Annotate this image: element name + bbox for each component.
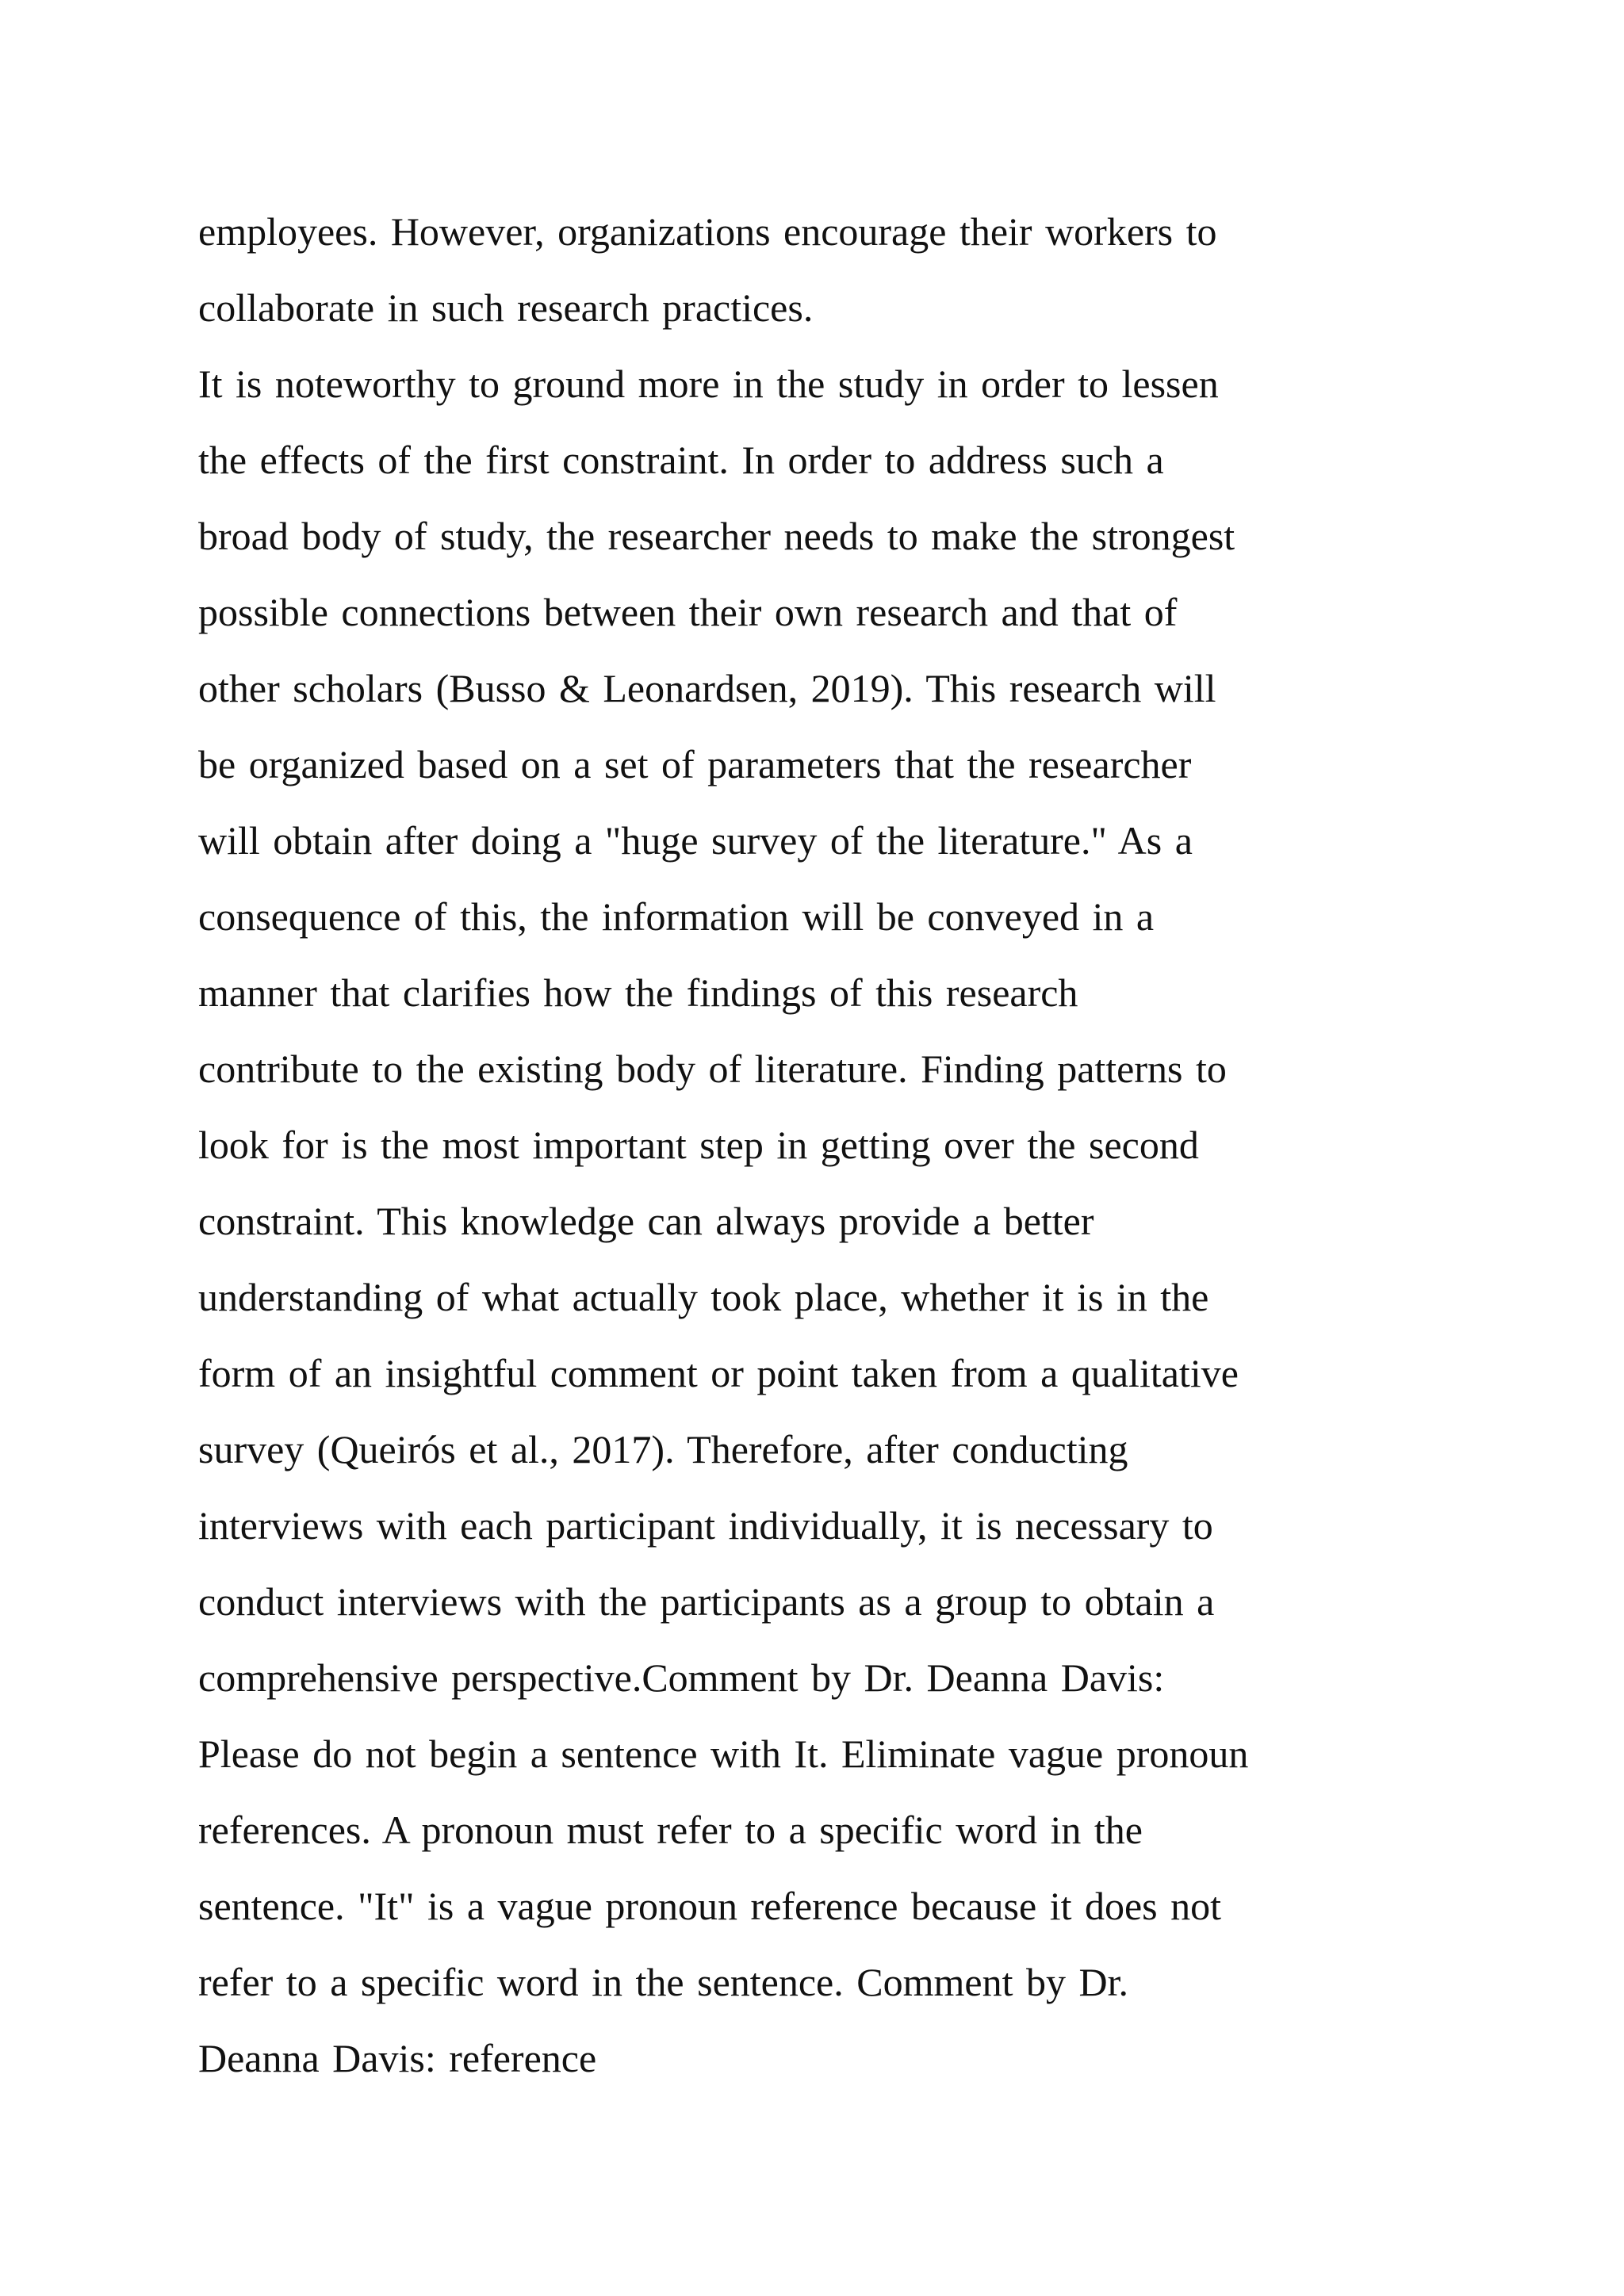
text-line-21: Please do not begin a sentence with It. Eliminate vague pronoun — [198, 1732, 1249, 1776]
text-line-3: It is noteworthy to ground more in the study in order to lessen — [198, 362, 1219, 406]
text-line-4: the effects of the first constraint. In order to address such a — [198, 438, 1164, 482]
text-line-15: understanding of what actually took place, whether it is in the — [198, 1275, 1209, 1319]
text-line-10: consequence of this, the information will be conveyed in a — [198, 894, 1155, 939]
text-line-6: possible connections between their own research and that of — [198, 590, 1178, 634]
text-line-18: interviews with each participant individually, it is necessary to — [198, 1503, 1213, 1548]
text-line-17: survey (Queirós et al., 2017). Therefore, after conducting — [198, 1427, 1128, 1471]
text-line-23: sentence. "It" is a vague pronoun reference because it does not — [198, 1884, 1222, 1928]
text-line-20: comprehensive perspective.Comment by Dr. Deanna Davis: — [198, 1655, 1165, 1700]
text-line-1: employees. However, organizations encourage their workers to — [198, 209, 1217, 254]
text-line-25: Deanna Davis: reference — [198, 2036, 597, 2080]
text-line-7: other scholars (Busso & Leonardsen, 2019). This research will — [198, 666, 1216, 710]
text-line-13: look for is the most important step in getting over the second — [198, 1123, 1199, 1167]
body-text — [198, 193, 1435, 2096]
text-line-8: be organized based on a set of parameters that the researcher — [198, 742, 1192, 786]
text-line-14: constraint. This knowledge can always provide a better — [198, 1199, 1094, 1243]
text-line-19: conduct interviews with the participants as a group to obtain a — [198, 1579, 1215, 1624]
text-line-24: refer to a specific word in the sentence. Comment by Dr. — [198, 1960, 1128, 2004]
text-line-9: will obtain after doing a "huge survey of the literature." As a — [198, 818, 1193, 863]
text-line-12: contribute to the existing body of literature. Finding patterns to — [198, 1047, 1227, 1091]
text-line-5: broad body of study, the researcher needs to make the strongest — [198, 514, 1235, 558]
text-line-11: manner that clarifies how the findings of this research — [198, 970, 1078, 1015]
text-line-22: references. A pronoun must refer to a specific word in the — [198, 1808, 1143, 1852]
text-line-16: form of an insightful comment or point taken from a qualitative — [198, 1351, 1239, 1395]
text-line-2: collaborate in such research practices. — [198, 285, 814, 330]
